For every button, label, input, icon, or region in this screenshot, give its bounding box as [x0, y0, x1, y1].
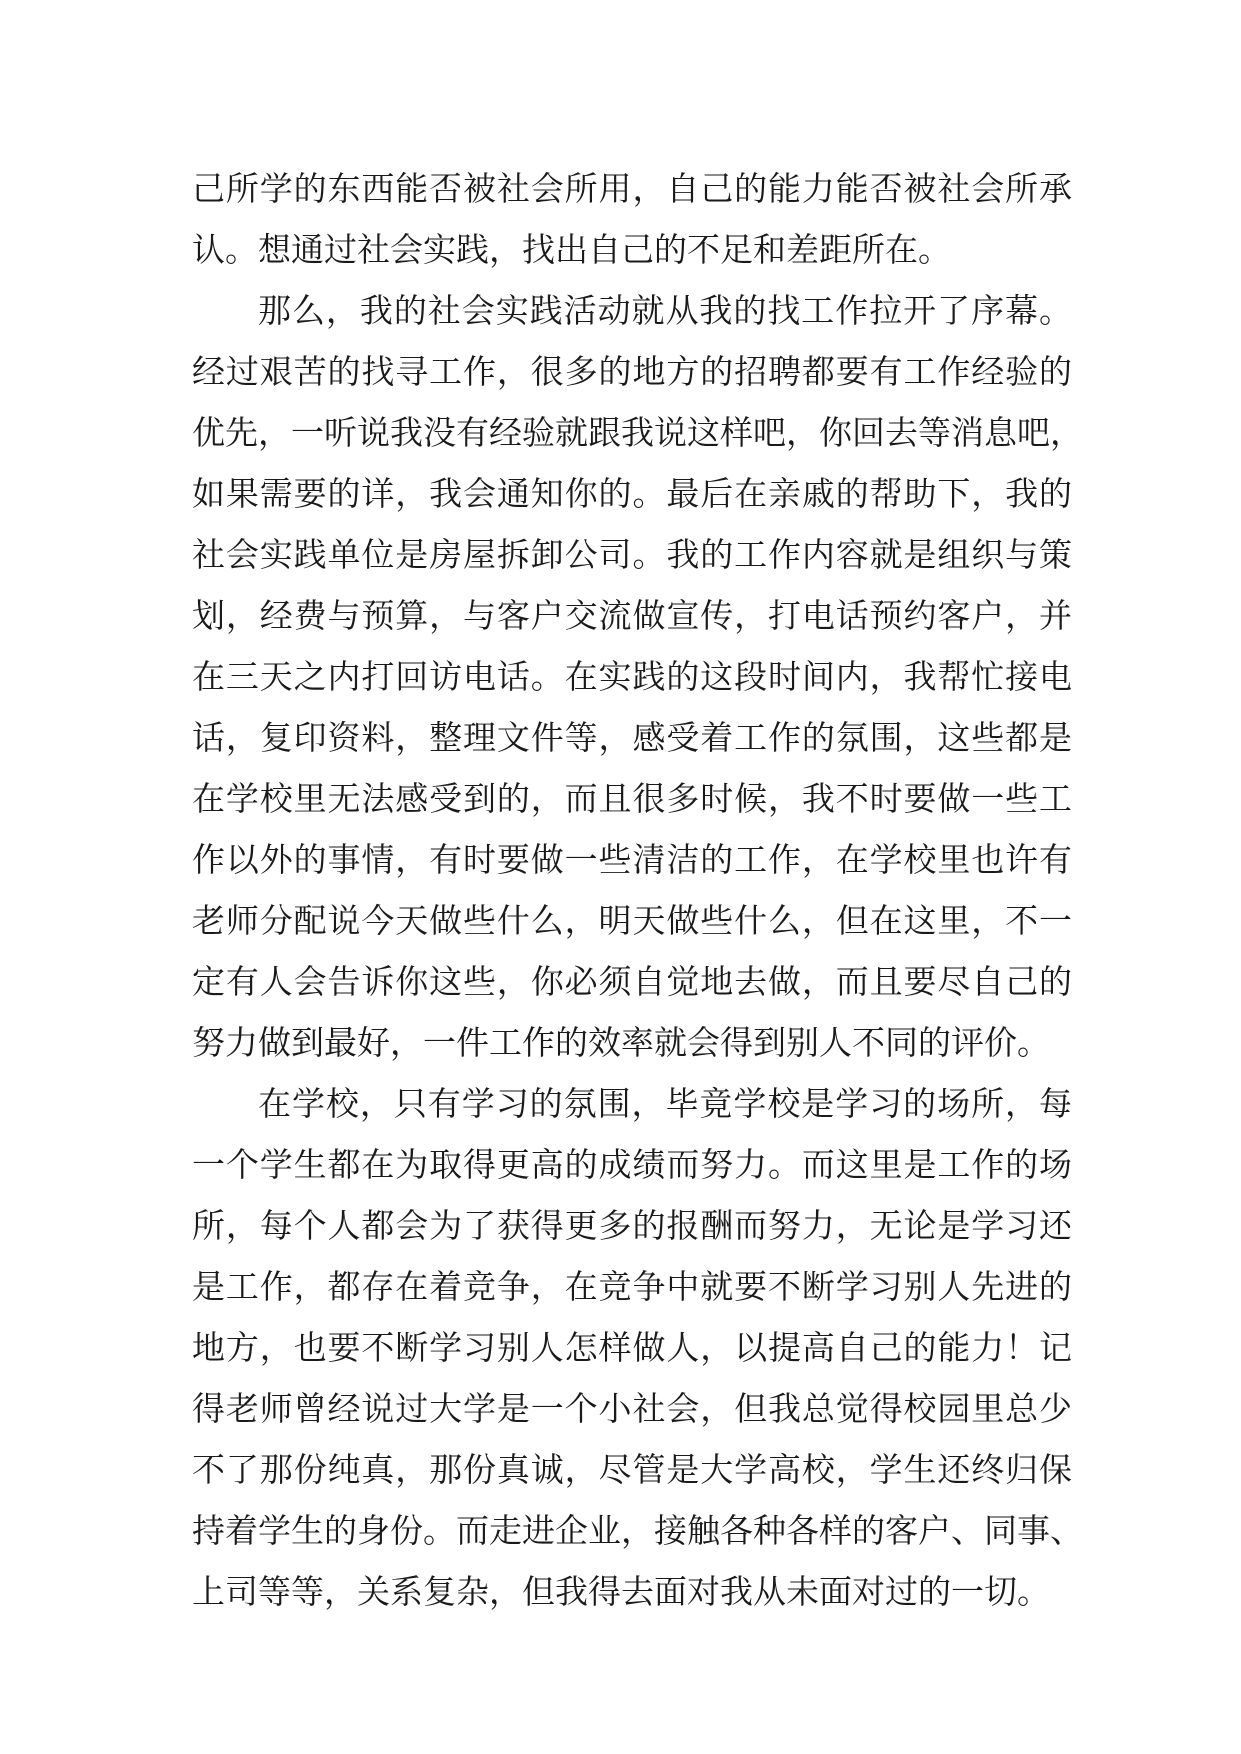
body-text	[192, 158, 1083, 1622]
text-line: 所，每个人都会为了获得更多的报酬而努力，无论是学习还	[192, 1206, 1072, 1245]
text-line: 社会实践单位是房屋拆卸公司。我的工作内容就是组织与策	[192, 535, 1072, 574]
text-line: 地方，也要不断学习别人怎样做人，以提高自己的能力！记	[192, 1328, 1072, 1367]
paragraph-first-line: 那么，我的社会实践活动就从我的找工作拉开了序幕。	[258, 291, 1072, 330]
text-line: 持着学生的身份。而走进企业，接触各种各样的客户、同事、	[192, 1511, 1083, 1550]
text-line: 不了那份纯真，那份真诚，尽管是大学高校，学生还终归保	[192, 1450, 1072, 1489]
text-line: 话，复印资料，整理文件等，感受着工作的氛围，这些都是	[192, 718, 1072, 757]
text-line: 定有人会告诉你这些，你必须自觉地去做，而且要尽自己的	[192, 962, 1072, 1001]
text-line: 一个学生都在为取得更高的成绩而努力。而这里是工作的场	[192, 1145, 1072, 1184]
text-line: 在三天之内打回访电话。在实践的这段时间内，我帮忙接电	[192, 657, 1072, 696]
text-line: 认。想通过社会实践，找出自己的不足和差距所在。	[192, 230, 951, 269]
text-line: 如果需要的详，我会通知你的。最后在亲戚的帮助下，我的	[192, 474, 1072, 513]
text-line: 优先，一听说我没有经验就跟我说这样吧，你回去等消息吧，	[192, 413, 1083, 452]
text-line: 努力做到最好，一件工作的效率就会得到别人不同的评价。	[192, 1023, 1050, 1062]
text-line: 划，经费与预算，与客户交流做宣传，打电话预约客户，并	[192, 596, 1072, 635]
text-line: 作以外的事情，有时要做一些清洁的工作，在学校里也许有	[192, 840, 1072, 879]
text-line: 经过艰苦的找寻工作，很多的地方的招聘都要有工作经验的	[192, 352, 1072, 391]
text-line: 得老师曾经说过大学是一个小社会，但我总觉得校园里总少	[192, 1389, 1072, 1428]
text-line: 在学校里无法感受到的，而且很多时候，我不时要做一些工	[192, 779, 1072, 818]
text-line: 上司等等，关系复杂，但我得去面对我从未面对过的一切。	[192, 1572, 1050, 1611]
text-line: 是工作，都存在着竞争，在竞争中就要不断学习别人先进的	[192, 1267, 1072, 1306]
text-line: 己所学的东西能否被社会所用，自己的能力能否被社会所承	[192, 169, 1072, 208]
text-line: 老师分配说今天做些什么，明天做些什么，但在这里，不一	[192, 901, 1072, 940]
paragraph-first-line: 在学校，只有学习的氛围，毕竟学校是学习的场所，每	[258, 1084, 1072, 1123]
